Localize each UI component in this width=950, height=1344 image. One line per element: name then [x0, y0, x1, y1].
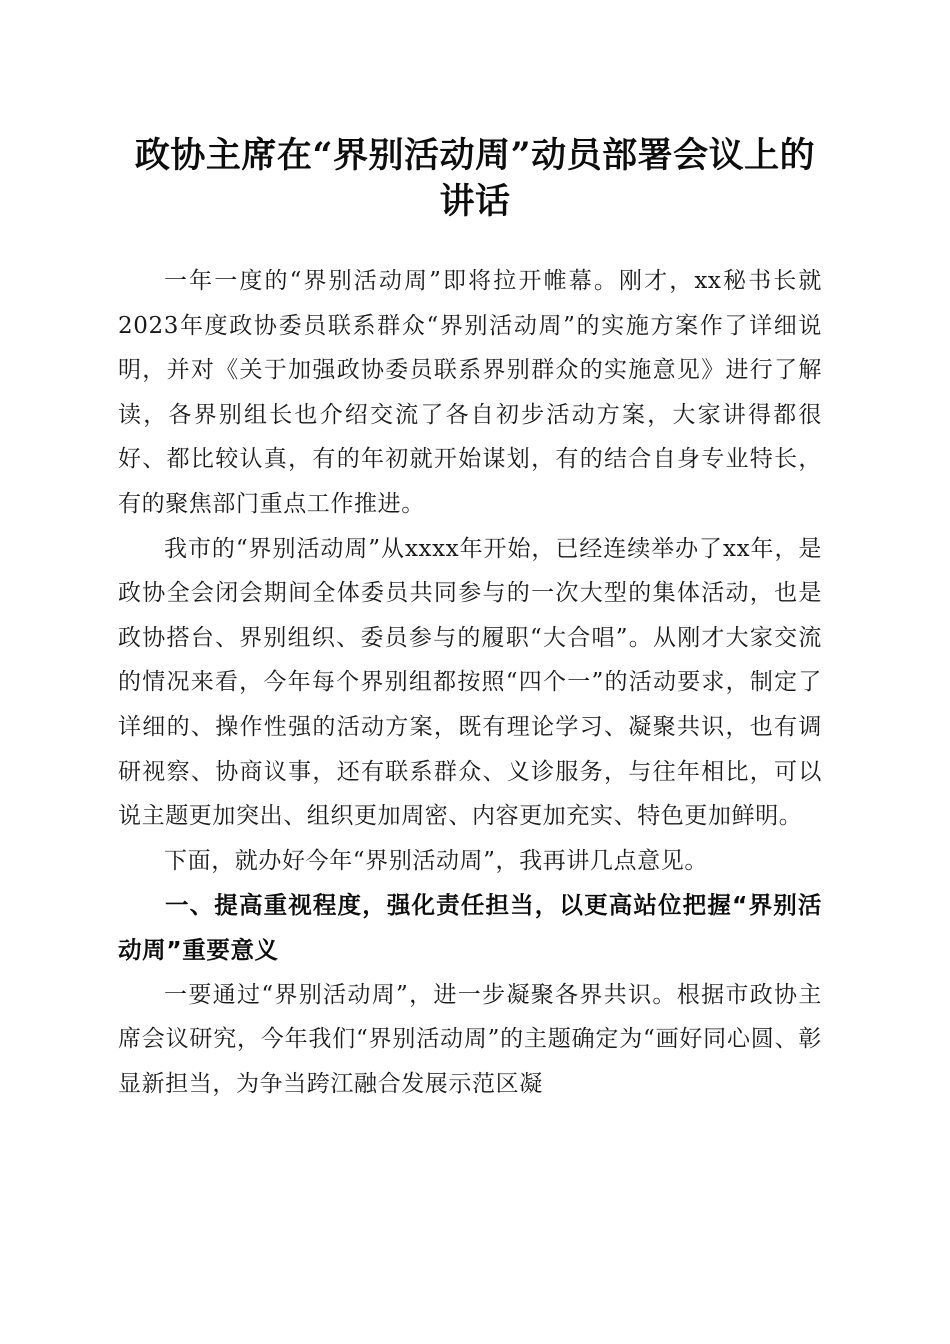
document-title: 政协主席在“界别活动周”动员部署会议上的讲话 [134, 135, 816, 222]
paragraph-section-one: 一要通过“界别活动周”，进一步凝聚各界共识。根据市政协主席会议研究，今年我们“界别活动周”的主题确定为“画好同心圆、彰显新担当，为争当跨江融合发展示范区凝 [118, 981, 822, 1097]
paragraph-opening: 一年一度的“界别活动周”即将拉开帷幕。刚才，xx秘书长就2023年度政协委员联系群众“界别活动周”的实施方案作了详细说明，并对《关于加强政协委员联系界别群众的实施意见》进行了解读，各界别组长也介绍交流了各自初步活动方案，大家讲得都很好、都比较认真，有的年初就开始谋划，有的结合自身专业特长，有的聚焦部门重点工作推进。 [118, 268, 822, 517]
paragraph-transition: 下面，就办好今年“界别活动周”，我再讲几点意见。 [164, 847, 708, 874]
section-heading-one: 一、提高重视程度，强化责任担当，以更高站位把握“界别活动周”重要意义 [118, 891, 822, 964]
document-body [118, 259, 822, 1106]
paragraph-background: 我市的“界别活动周”从xxxx年开始，已经连续举办了xx年，是政协全会闭会期间全体委员共同参与的一次大型的集体活动，也是政协搭台、界别组织、委员参与的履职“大合唱”。从刚才大家交流的情况来看，今年每个界别组都按照“四个一”的活动要求，制定了详细的、操作性强的活动方案，既有理论学习、凝聚共识，也有调研视察、协商议事，还有联系群众、义诊服务，与往年相比，可以说主题更加突出、组织更加周密、内容更加充实、特色更加鲜明。 [118, 535, 822, 830]
